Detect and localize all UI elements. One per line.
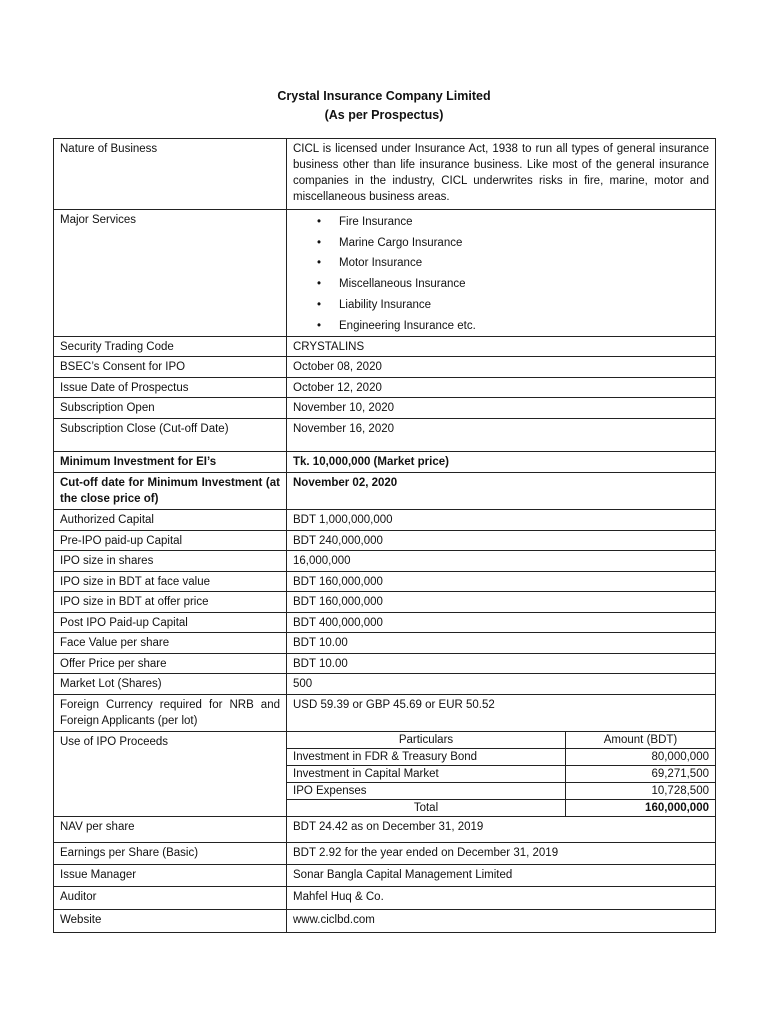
row-label: IPO size in BDT at face value <box>54 572 287 592</box>
row-value: CICL is licensed under Insurance Act, 1938 to run all types of general insurance business other than life insurance business. Like most of the general insurance companies in the industry, CICL underwrites risks in fire, marine, motor and miscellaneous business areas. <box>287 139 716 210</box>
list-item: • Engineering Insurance etc. <box>339 316 709 337</box>
amount: 10,728,500 <box>566 783 716 800</box>
total-label: Total <box>287 800 566 817</box>
list-item: • Marine Cargo Insurance <box>339 233 709 254</box>
row-value: USD 59.39 or GBP 45.69 or EUR 50.52 <box>287 695 716 732</box>
row-value: CRYSTALINS <box>287 337 716 357</box>
table-row <box>54 210 716 337</box>
row-value: November 10, 2020 <box>287 398 716 419</box>
table-row <box>54 473 716 510</box>
row-value: BDT 10.00 <box>287 633 716 654</box>
services-list-cell <box>287 210 716 337</box>
row-value: BDT 160,000,000 <box>287 572 716 592</box>
table-row <box>54 378 716 398</box>
column-header: Particulars <box>287 732 566 749</box>
row-label: Major Services <box>54 210 287 337</box>
table-row <box>54 695 716 732</box>
list-item: • Fire Insurance <box>339 212 709 233</box>
row-value: November 16, 2020 <box>287 419 716 452</box>
table-row <box>54 732 716 817</box>
table-row <box>287 749 715 766</box>
amount: 80,000,000 <box>566 749 716 766</box>
row-label: Subscription Close (Cut-off Date) <box>54 419 287 452</box>
services-list <box>293 212 709 336</box>
amount: 69,271,500 <box>566 766 716 783</box>
row-label: Use of IPO Proceeds <box>54 732 287 817</box>
row-value: 16,000,000 <box>287 551 716 572</box>
row-value: BDT 2.92 for the year ended on December 31, 2019 <box>287 843 716 865</box>
table-row <box>287 766 715 783</box>
row-label: Earnings per Share (Basic) <box>54 843 287 865</box>
row-label: NAV per share <box>54 817 287 843</box>
row-label: Website <box>54 910 287 933</box>
particular: Investment in FDR & Treasury Bond <box>287 749 566 766</box>
row-label: Market Lot (Shares) <box>54 674 287 695</box>
particular: Investment in Capital Market <box>287 766 566 783</box>
particular: IPO Expenses <box>287 783 566 800</box>
row-value: October 12, 2020 <box>287 378 716 398</box>
table-header-row <box>287 732 715 749</box>
table-row <box>54 592 716 613</box>
row-label: Pre-IPO paid-up Capital <box>54 531 287 551</box>
document-subtitle: (As per Prospectus) <box>324 108 444 122</box>
row-value: October 08, 2020 <box>287 357 716 378</box>
list-item: • Miscellaneous Insurance <box>339 274 709 295</box>
row-value: Tk. 10,000,000 (Market price) <box>287 452 716 473</box>
row-label: Issue Date of Prospectus <box>54 378 287 398</box>
row-value: www.ciclbd.com <box>287 910 716 933</box>
prospectus-table <box>53 138 716 933</box>
table-row <box>54 337 716 357</box>
row-value: BDT 400,000,000 <box>287 613 716 633</box>
table-row <box>54 452 716 473</box>
table-row <box>54 843 716 865</box>
table-row <box>54 139 716 210</box>
table-row <box>54 633 716 654</box>
row-label: Foreign Currency required for NRB and Foreign Applicants (per lot) <box>54 695 287 732</box>
row-value: November 02, 2020 <box>287 473 716 510</box>
row-label: BSEC’s Consent for IPO <box>54 357 287 378</box>
row-label: Post IPO Paid-up Capital <box>54 613 287 633</box>
table-row <box>54 865 716 887</box>
row-value: BDT 240,000,000 <box>287 531 716 551</box>
row-value: BDT 160,000,000 <box>287 592 716 613</box>
row-label: Issue Manager <box>54 865 287 887</box>
row-label: Nature of Business <box>54 139 287 210</box>
column-header: Amount (BDT) <box>566 732 716 749</box>
row-value: 500 <box>287 674 716 695</box>
row-value: BDT 24.42 as on December 31, 2019 <box>287 817 716 843</box>
table-row <box>54 887 716 910</box>
ipo-proceeds-table <box>287 732 715 816</box>
table-row <box>54 398 716 419</box>
row-label: IPO size in BDT at offer price <box>54 592 287 613</box>
table-row <box>54 674 716 695</box>
ipo-proceeds-cell <box>287 732 716 817</box>
row-value: Sonar Bangla Capital Management Limited <box>287 865 716 887</box>
table-row <box>287 783 715 800</box>
row-value: BDT 10.00 <box>287 654 716 674</box>
row-value: Mahfel Huq & Co. <box>287 887 716 910</box>
table-row <box>54 357 716 378</box>
row-label: Minimum Investment for EI’s <box>54 452 287 473</box>
row-label: Subscription Open <box>54 398 287 419</box>
row-label: Auditor <box>54 887 287 910</box>
row-label: Security Trading Code <box>54 337 287 357</box>
total-row <box>287 800 715 817</box>
table-row <box>54 910 716 933</box>
table-row <box>54 531 716 551</box>
list-item: • Motor Insurance <box>339 253 709 274</box>
table-row <box>54 419 716 452</box>
row-label: Face Value per share <box>54 633 287 654</box>
row-label: Offer Price per share <box>54 654 287 674</box>
document-title: Crystal Insurance Company Limited <box>277 89 491 103</box>
table-row <box>54 817 716 843</box>
row-label: IPO size in shares <box>54 551 287 572</box>
table-row <box>54 572 716 592</box>
table-row <box>54 551 716 572</box>
row-label: Cut-off date for Minimum Investment (at the close price of) <box>54 473 287 510</box>
row-value: BDT 1,000,000,000 <box>287 510 716 531</box>
total-amount: 160,000,000 <box>566 800 716 817</box>
list-item: • Liability Insurance <box>339 295 709 316</box>
table-row <box>54 613 716 633</box>
table-row <box>54 654 716 674</box>
table-row <box>54 510 716 531</box>
row-label: Authorized Capital <box>54 510 287 531</box>
